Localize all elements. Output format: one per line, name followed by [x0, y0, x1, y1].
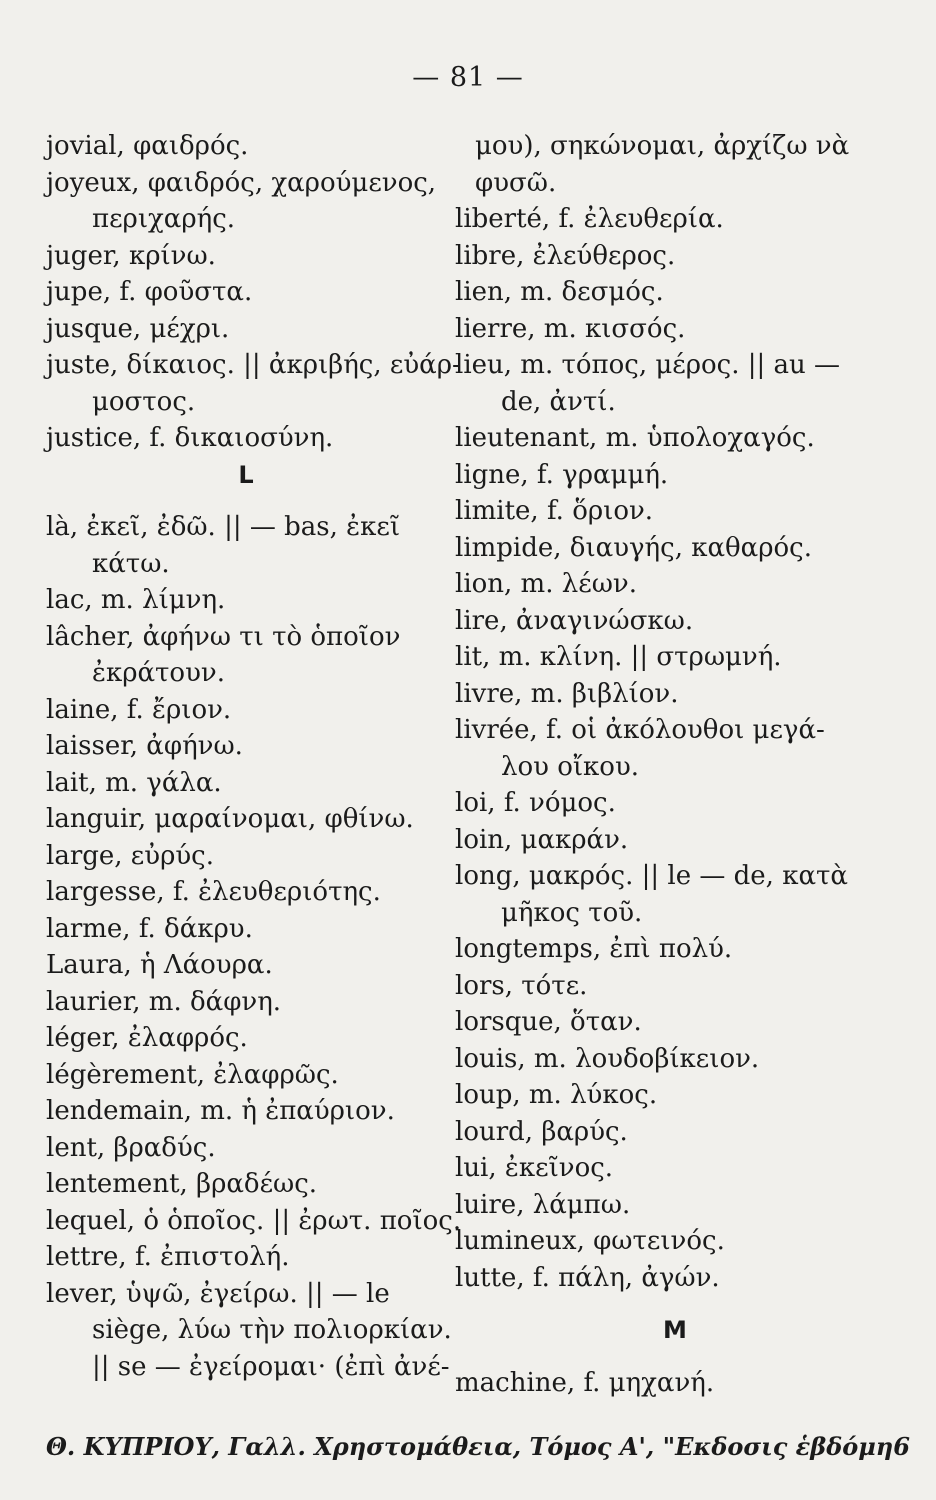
dictionary-entry-line: μῆκος τοῦ.: [501, 897, 643, 928]
dictionary-entry-line: larme, f. δάκρυ.: [46, 913, 253, 944]
dictionary-entry-line: de, ἀντί.: [501, 386, 616, 417]
section-heading: L: [238, 460, 254, 489]
dictionary-entry-line: lierre, m. κισσός.: [455, 313, 686, 344]
dictionary-entry-line: lui, ἐκεῖνος.: [455, 1153, 614, 1183]
dictionary-entry-line: lors, τότε.: [455, 970, 588, 1001]
dictionary-entry-line: loin, μακράν.: [455, 824, 629, 855]
right-column: [455, 128, 895, 1401]
dictionary-entry-line: juger, κρίνω.: [46, 240, 216, 271]
footer: [46, 1432, 910, 1461]
footer-signature-mark: 6: [893, 1432, 910, 1461]
dictionary-entry-line: limpide, διαυγής, καθαρός.: [455, 532, 813, 563]
dictionary-entry-line: lieutenant, m. ὑπολοχαγός.: [455, 423, 815, 453]
dictionary-entry-line: κάτω.: [92, 548, 170, 579]
dictionary-entry-line: luire, λάμπω.: [455, 1189, 631, 1220]
dictionary-entry-line: λου οἴκου.: [501, 751, 640, 782]
dictionary-entry-line: lumineux, φωτεινός.: [455, 1226, 725, 1256]
dictionary-entry-line: Laura, ἡ Λάουρα.: [46, 950, 273, 980]
dictionary-entry-line: lit, m. κλίνη. || στρωμνή.: [455, 642, 782, 672]
dictionary-entry-line: légèrement, ἐλαφρῶς.: [46, 1059, 339, 1090]
dictionary-entry-line: siège, λύω τὴν πολιορκίαν.: [92, 1315, 452, 1345]
dictionary-entry-line: lire, ἀναγινώσκω.: [455, 605, 694, 636]
spacer: [46, 493, 446, 509]
dictionary-entry-line: laisser, ἀφήνω.: [46, 731, 243, 761]
dictionary-entry-line: lion, m. λέων.: [455, 569, 637, 599]
dictionary-entry-line: lentement, βραδέως.: [46, 1169, 318, 1199]
footer-citation: Θ. ΚΥΠΡΙΟΥ, Γαλλ. Χρηστομάθεια, Τόμος Α', "Εκδοσις ἑβδόμη: [46, 1432, 894, 1461]
dictionary-entry-line: machine, f. μηχανή.: [455, 1367, 715, 1398]
dictionary-entry-line: περιχαρής.: [92, 204, 236, 234]
dictionary-entry-line: joyeux, φαιδρός, χαρούμενος,: [46, 167, 437, 198]
dictionary-entry-line: loup, m. λύκος.: [455, 1080, 658, 1110]
dictionary-entry-line: || se — ἐγείρομαι· (ἐπὶ ἀνέ-: [92, 1351, 450, 1382]
dictionary-entry-line: jovial, φαιδρός.: [46, 131, 249, 161]
dictionary-entry-line: φυσῶ.: [475, 167, 557, 198]
dictionary-entry-line: lac, m. λίμνη.: [46, 585, 226, 615]
dictionary-entry-line: lettre, f. ἐπιστολή.: [46, 1242, 290, 1272]
dictionary-entry-line: μοστος.: [92, 386, 196, 417]
dictionary-entry-line: léger, ἐλαφρός.: [46, 1023, 248, 1053]
dictionary-entry-line: languir, μαραίνομαι, φθίνω.: [46, 804, 414, 834]
dictionary-entry-line: lequel, ὁ ὁποῖος. || ἐρωτ. ποῖος.: [46, 1205, 462, 1236]
dictionary-entry-line: lait, m. γάλα.: [46, 767, 222, 798]
dictionary-entry-line: jusque, μέχρι.: [46, 313, 230, 344]
dictionary-entry-line: là, ἐκεῖ, ἐδῶ. || — bas, ἐκεῖ: [46, 512, 401, 542]
left-column: [46, 128, 462, 1385]
dictionary-entry-line: ligne, f. γραμμή.: [455, 459, 669, 490]
dictionary-entry-line: justice, f. δικαιοσύνη.: [46, 423, 334, 453]
dictionary-entry-line: μου), σηκώνομαι, ἀρχίζω νὰ: [475, 131, 850, 161]
dictionary-entry-line: laurier, m. δάφνη.: [46, 986, 282, 1017]
dictionary-entry-line: lâcher, ἀφήνω τι τὸ ὁποῖον: [46, 621, 401, 652]
dictionary-entry-line: loi, f. νόμος.: [455, 788, 616, 818]
dictionary-entry-line: lien, m. δεσμός.: [455, 277, 664, 307]
dictionary-entry-line: livre, m. βιβλίον.: [455, 678, 679, 709]
page-number: — 81 —: [412, 62, 524, 93]
dictionary-entry-line: ἐκράτουν.: [92, 658, 225, 688]
dictionary-entry-line: limite, f. ὅριον.: [455, 496, 654, 526]
dictionary-entry-line: louis, m. λουδοβίκειον.: [455, 1043, 760, 1074]
dictionary-entry-line: lent, βραδύς.: [46, 1132, 216, 1163]
dictionary-entry-line: largesse, f. ἐλευθεριότης.: [46, 877, 381, 907]
dictionary-entry-line: lourd, βαρύς.: [455, 1116, 628, 1147]
dictionary-entry-line: lieu, m. τόπος, μέρος. || au —: [455, 350, 841, 380]
dictionary-entry-line: libre, ἐλεύθερος.: [455, 240, 676, 271]
dictionary-entry-line: lendemain, m. ἡ ἐπαύριον.: [46, 1096, 395, 1126]
dictionary-entry-line: lutte, f. πάλη, ἀγών.: [455, 1262, 720, 1293]
dictionary-entry-line: lorsque, ὅταν.: [455, 1007, 642, 1037]
section-heading: M: [663, 1316, 687, 1344]
dictionary-entry-line: laine, f. ἔριον.: [46, 694, 232, 725]
dictionary-entry-line: lever, ὑψῶ, ἐγείρω. || — le: [46, 1278, 390, 1309]
dictionary-entry-line: juste, δίκαιος. || ἀκριβής, εὐάρ-: [46, 350, 461, 380]
dictionary-entry-line: liberté, f. ἐλευθερία.: [455, 204, 724, 234]
dictionary-entry-line: livrée, f. οἱ ἀκόλουθοι μεγά-: [455, 715, 825, 745]
dictionary-entry-line: jupe, f. φοῦστα.: [46, 277, 253, 307]
dictionary-entry-line: longtemps, ἐπὶ πολύ.: [455, 934, 733, 964]
dictionary-entry-line: large, εὐρύς.: [46, 840, 214, 871]
spacer: [455, 1296, 895, 1312]
dictionary-entry-line: long, μακρός. || le — de, κατὰ: [455, 861, 848, 891]
spacer: [455, 1349, 895, 1365]
